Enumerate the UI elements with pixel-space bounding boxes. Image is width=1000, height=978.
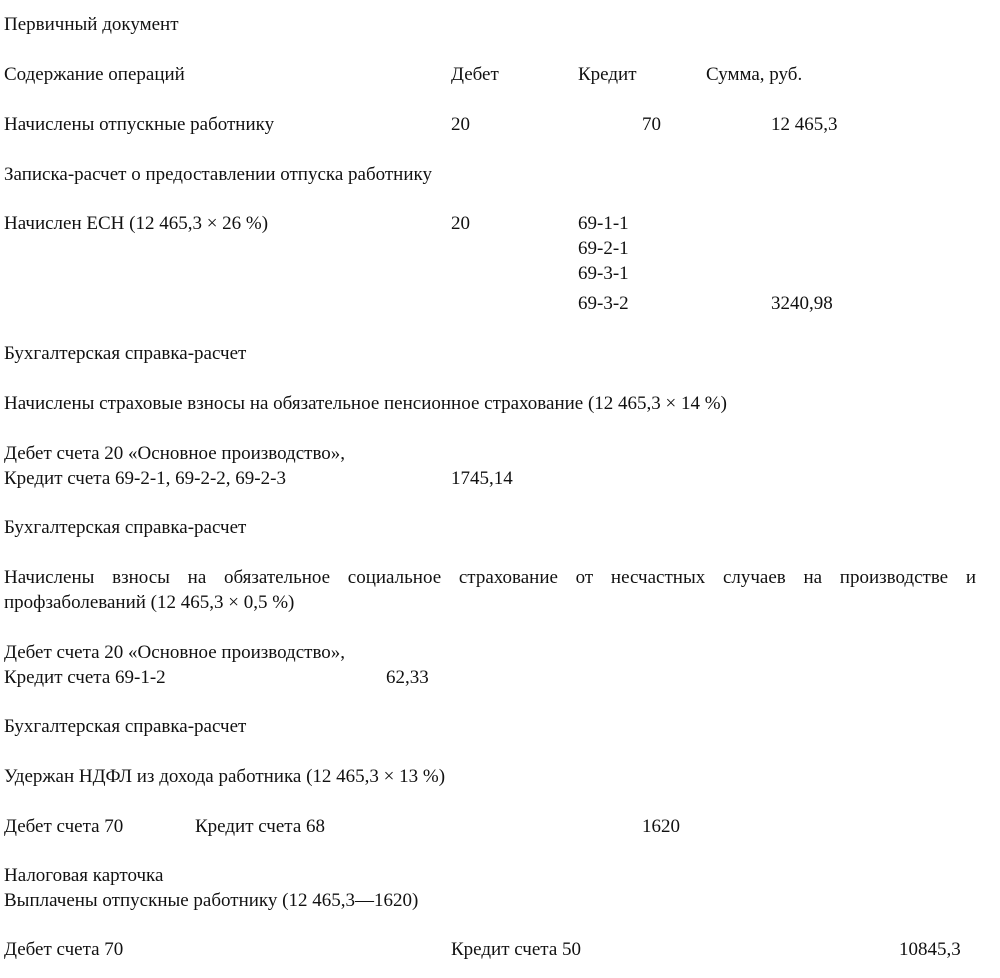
paid-debit: Дебет счета 70 [4, 939, 124, 960]
social-text-line-1: Начислены взносы на обязательное социальное страхование от несчастных случаев на производстве и [4, 567, 976, 588]
social-text-line-2: профзаболеваний (12 465,3 × 0,5 %) [4, 592, 295, 613]
row-esn-credit-2: 69-2-1 [578, 238, 629, 259]
row-vacation-debit: 20 [451, 114, 470, 135]
ndfl-credit: Кредит счета 68 [195, 816, 326, 837]
paid-credit: Кредит счета 50 [451, 939, 582, 960]
header-debit: Дебет [451, 64, 499, 85]
row-vacation-content: Начислены отпускные работнику [4, 114, 275, 135]
tax-card: Налоговая карточка [4, 865, 164, 886]
row-vacation-amount: 12 465,3 [771, 114, 838, 135]
ndfl-amount: 1620 [642, 816, 680, 837]
paid-amount: 10845,3 [899, 939, 961, 960]
row-esn-credit-3: 69-3-1 [578, 263, 629, 284]
header-credit: Кредит [578, 64, 637, 85]
pension-amount: 1745,14 [451, 468, 513, 489]
row-esn-credit-1: 69-1-1 [578, 213, 629, 234]
row-esn-debit: 20 [451, 213, 470, 234]
header-amount: Сумма, руб. [706, 64, 803, 85]
accounting-ref-3: Бухгалтерская справка-расчет [4, 716, 247, 737]
note-vacation: Записка-расчет о предоставлении отпуска работнику [4, 164, 432, 185]
ndfl-debit: Дебет счета 70 [4, 816, 124, 837]
paid-text: Выплачены отпускные работнику (12 465,3—1620) [4, 890, 419, 911]
primary-document-label: Первичный документ [4, 14, 179, 35]
social-amount: 62,33 [386, 667, 429, 688]
pension-credit-line: Кредит счета 69-2-1, 69-2-2, 69-2-3 [4, 468, 286, 489]
social-debit-line: Дебет счета 20 «Основное производство», [4, 642, 346, 663]
row-esn-credit-4: 69-3-2 [578, 293, 629, 314]
header-content: Содержание операций [4, 64, 185, 85]
pension-debit-line: Дебет счета 20 «Основное производство», [4, 443, 346, 464]
row-vacation-credit: 70 [642, 114, 661, 135]
accounting-ref-2: Бухгалтерская справка-расчет [4, 517, 247, 538]
social-credit-line: Кредит счета 69-1-2 [4, 667, 166, 688]
row-esn-amount: 3240,98 [771, 293, 833, 314]
ndfl-text: Удержан НДФЛ из дохода работника (12 465,3 × 13 %) [4, 766, 446, 787]
row-esn-content: Начислен ЕСН (12 465,3 × 26 %) [4, 213, 269, 234]
pension-text: Начислены страховые взносы на обязательное пенсионное страхование (12 465,3 × 14 %) [4, 393, 727, 414]
accounting-ref-1: Бухгалтерская справка-расчет [4, 343, 247, 364]
